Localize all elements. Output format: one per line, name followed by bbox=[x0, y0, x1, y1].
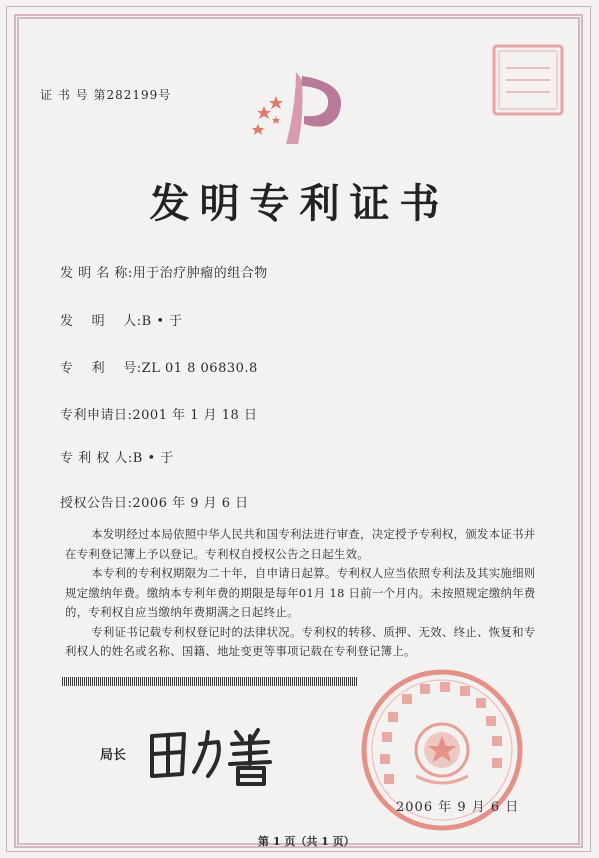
field-label: 专利申请日: bbox=[60, 408, 133, 423]
page-indicator: 第 1 页（共 1 页） bbox=[258, 835, 355, 848]
field-application-date bbox=[60, 404, 257, 423]
field-value: B • 于 bbox=[141, 314, 183, 329]
body-paragraph: 专利证书记载专利权登记时的法律状况。专利权的转移、质押、无效、终止、恢复和专利权人的姓名或名称、国籍、地址变更等事项记载在专利登记簿上。 bbox=[65, 624, 536, 658]
certificate-body bbox=[65, 525, 545, 662]
director-label: 局长 bbox=[100, 748, 127, 763]
certificate-title: 发明专利证书 bbox=[149, 180, 450, 227]
director-signature-icon bbox=[142, 718, 282, 790]
body-paragraph: 本发明经过本局依照中华人民共和国专利法进行审查，决定授予专利权，颁发本证书并在专利登记簿上予以登记。专利权自授权公告之日起生效。 bbox=[65, 527, 536, 561]
field-label: 专 利 号: bbox=[60, 361, 142, 376]
body-paragraph: 本专利的专利权期限为二十年，自申请日起算。专利权人应当依照专利法及其实施细则规定缴纳年费。缴纳本专利年费的期限是每年01月 18 日前一个月内。未按照规定缴纳年费的，专利权自应当缴纳年费期满之日起终止。 bbox=[65, 566, 536, 619]
field-patentee bbox=[60, 447, 174, 466]
field-label: 授权公告日: bbox=[60, 496, 133, 511]
patent-office-logo-icon bbox=[246, 66, 356, 148]
field-value: 用于治疗肿瘤的组合物 bbox=[132, 266, 268, 281]
field-inventor bbox=[60, 310, 183, 329]
verification-stamp-icon bbox=[490, 40, 566, 120]
field-label: 发 明 人: bbox=[60, 314, 142, 329]
field-label: 专 利 权 人: bbox=[60, 451, 133, 466]
field-value: B • 于 bbox=[132, 451, 174, 466]
field-grant-date bbox=[60, 492, 249, 511]
field-value: 2001 年 1 月 18 日 bbox=[132, 408, 258, 423]
barcode bbox=[62, 677, 358, 686]
field-value: ZL 01 8 06830.8 bbox=[141, 361, 258, 376]
field-label: 发 明 名 称: bbox=[60, 266, 133, 281]
certificate-number: 证 书 号 第282199号 bbox=[40, 88, 172, 102]
field-invention-name bbox=[60, 262, 268, 281]
issue-date: 2006 年 9 月 6 日 bbox=[396, 800, 520, 815]
field-patent-number bbox=[60, 357, 258, 376]
field-value: 2006 年 9 月 6 日 bbox=[132, 496, 249, 511]
